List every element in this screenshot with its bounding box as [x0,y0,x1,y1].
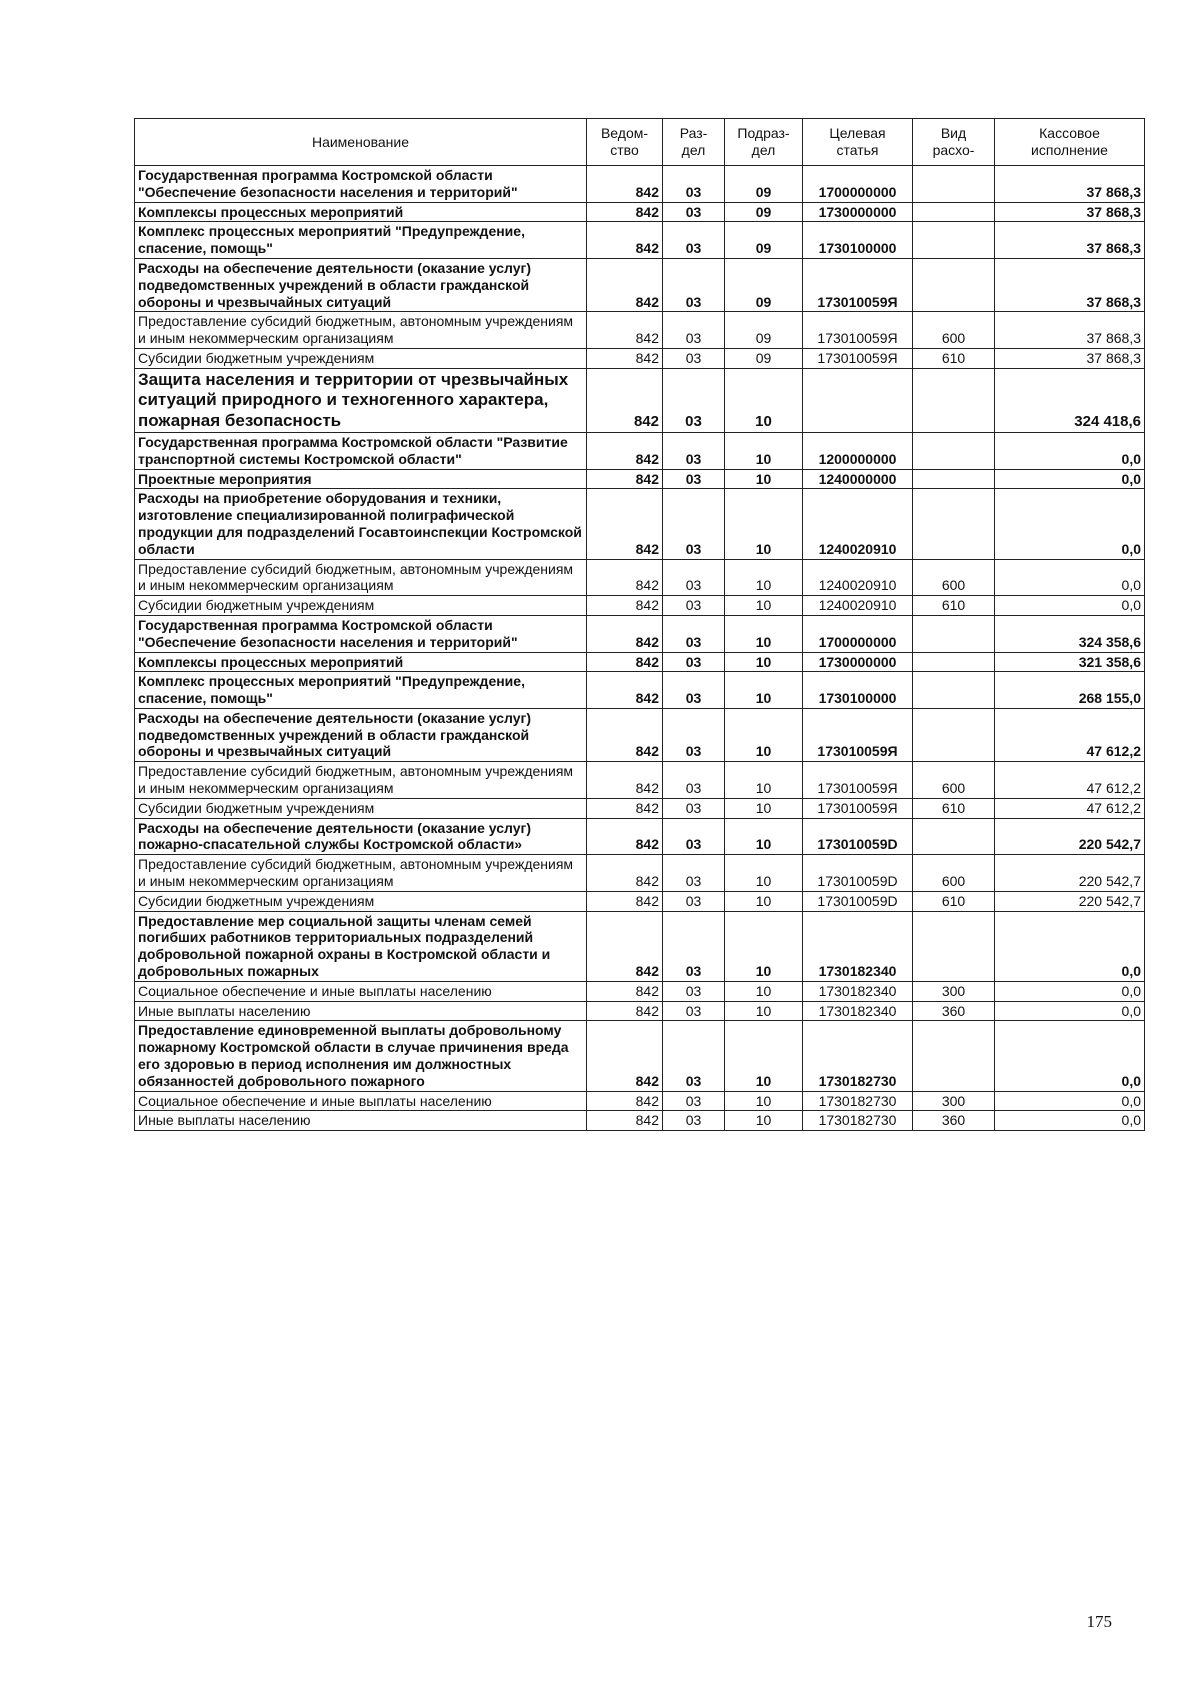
cell-vid: 300 [913,981,995,1001]
cell-vid: 360 [913,1111,995,1131]
cell-name: Защита населения и территории от чрезвычайных ситуаций природного и техногенного характера, пожарная безопасность [135,368,587,432]
cell-name: Субсидии бюджетным учреждениям [135,596,587,616]
cell-podrazdel: 10 [725,368,803,432]
cell-razdel: 03 [663,891,725,911]
cell-statya: 1730000000 [803,652,913,672]
cell-razdel: 03 [663,798,725,818]
cell-vid: 600 [913,855,995,892]
cell-name: Субсидии бюджетным учреждениям [135,348,587,368]
cell-amount: 220 542,7 [995,818,1145,855]
cell-podrazdel: 10 [725,1021,803,1091]
cell-statya: 1240020910 [803,559,913,596]
cell-vid [913,469,995,489]
cell-podrazdel: 09 [725,258,803,311]
cell-vid [913,432,995,469]
cell-name: Предоставление мер социальной защиты членам семей погибших работников территориальных подразделений добровольной пожарной охраны в Костромской области и добровольных пожарных [135,911,587,981]
cell-amount: 37 868,3 [995,166,1145,203]
cell-podrazdel: 10 [725,798,803,818]
cell-razdel: 03 [663,559,725,596]
table-row [135,559,1145,596]
cell-podrazdel: 10 [725,818,803,855]
header-razdel: Раз- дел [663,119,725,166]
cell-name: Расходы на обеспечение деятельности (оказание услуг) подведомственных учреждений в области гражданской обороны и чрезвычайных ситуаций [135,708,587,761]
cell-razdel: 03 [663,615,725,652]
cell-statya: 1730182730 [803,1021,913,1091]
cell-vid: 610 [913,596,995,616]
cell-name: Предоставление субсидий бюджетным, автономным учреждениям и иным некоммерческим организациям [135,762,587,799]
cell-name: Государственная программа Костромской области "Обеспечение безопасности населения и территорий" [135,166,587,203]
cell-razdel: 03 [663,762,725,799]
cell-vid: 600 [913,312,995,349]
cell-ved: 842 [587,166,663,203]
header-podrazdel: Подраз- дел [725,119,803,166]
cell-ved: 842 [587,312,663,349]
cell-ved: 842 [587,432,663,469]
cell-ved: 842 [587,1091,663,1111]
cell-amount: 37 868,3 [995,312,1145,349]
cell-razdel: 03 [663,1001,725,1021]
table-row [135,708,1145,761]
table-row [135,202,1145,222]
cell-podrazdel: 10 [725,1111,803,1131]
table-row [135,1111,1145,1131]
cell-razdel: 03 [663,1091,725,1111]
table-row [135,1021,1145,1091]
table-row [135,469,1145,489]
cell-ved: 842 [587,891,663,911]
cell-vid [913,615,995,652]
cell-statya [803,368,913,432]
cell-name: Предоставление субсидий бюджетным, автономным учреждениям и иным некоммерческим организациям [135,312,587,349]
cell-razdel: 03 [663,596,725,616]
cell-ved: 842 [587,258,663,311]
header-statya: Целевая статья [803,119,913,166]
cell-ved: 842 [587,798,663,818]
cell-name: Иные выплаты населению [135,1111,587,1131]
cell-statya: 1730182340 [803,1001,913,1021]
cell-name: Социальное обеспечение и иные выплаты населению [135,1091,587,1111]
cell-vid [913,911,995,981]
cell-razdel: 03 [663,981,725,1001]
cell-podrazdel: 09 [725,312,803,349]
cell-name: Проектные мероприятия [135,469,587,489]
cell-podrazdel: 10 [725,855,803,892]
cell-vid [913,368,995,432]
cell-vid [913,652,995,672]
cell-statya: 1700000000 [803,166,913,203]
cell-statya: 1730182340 [803,981,913,1001]
page-number: 175 [1086,1612,1112,1631]
cell-razdel: 03 [663,1111,725,1131]
cell-podrazdel: 10 [725,981,803,1001]
cell-name: Комплекс процессных мероприятий "Предупреждение, спасение, помощь" [135,222,587,259]
cell-amount: 321 358,6 [995,652,1145,672]
cell-razdel: 03 [663,489,725,559]
cell-ved: 842 [587,981,663,1001]
cell-amount: 0,0 [995,1001,1145,1021]
cell-razdel: 03 [663,911,725,981]
cell-ved: 842 [587,348,663,368]
cell-razdel: 03 [663,202,725,222]
cell-ved: 842 [587,672,663,709]
cell-razdel: 03 [663,855,725,892]
cell-vid [913,672,995,709]
table-row [135,432,1145,469]
cell-vid [913,1021,995,1091]
cell-amount: 0,0 [995,469,1145,489]
cell-amount: 220 542,7 [995,855,1145,892]
cell-vid: 610 [913,348,995,368]
cell-ved: 842 [587,202,663,222]
cell-amount: 47 612,2 [995,708,1145,761]
cell-statya: 1240020910 [803,596,913,616]
header-ved: Ведом- ство [587,119,663,166]
table-row [135,1001,1145,1021]
cell-razdel: 03 [663,708,725,761]
cell-podrazdel: 10 [725,432,803,469]
cell-statya: 1730000000 [803,202,913,222]
cell-vid [913,258,995,311]
table-row [135,891,1145,911]
cell-vid [913,818,995,855]
cell-podrazdel: 10 [725,559,803,596]
cell-podrazdel: 10 [725,652,803,672]
cell-ved: 842 [587,615,663,652]
cell-podrazdel: 10 [725,911,803,981]
cell-amount: 324 418,6 [995,368,1145,432]
cell-ved: 842 [587,911,663,981]
cell-podrazdel: 10 [725,469,803,489]
cell-statya: 1730182730 [803,1111,913,1131]
cell-razdel: 03 [663,312,725,349]
cell-vid [913,489,995,559]
cell-vid [913,708,995,761]
cell-statya: 173010059Я [803,708,913,761]
cell-name: Расходы на обеспечение деятельности (оказание услуг) пожарно-спасательной службы Костромской области» [135,818,587,855]
cell-amount: 47 612,2 [995,798,1145,818]
cell-razdel: 03 [663,672,725,709]
table-row [135,596,1145,616]
cell-razdel: 03 [663,348,725,368]
table-row [135,222,1145,259]
cell-amount: 0,0 [995,1091,1145,1111]
cell-amount: 47 612,2 [995,762,1145,799]
table-row [135,818,1145,855]
cell-name: Субсидии бюджетным учреждениям [135,798,587,818]
cell-podrazdel: 10 [725,1001,803,1021]
cell-name: Комплекс процессных мероприятий "Предупреждение, спасение, помощь" [135,672,587,709]
cell-statya: 173010059Я [803,348,913,368]
cell-statya: 1730100000 [803,672,913,709]
cell-ved: 842 [587,1021,663,1091]
header-ispolnenie: Кассовое исполнение [995,119,1145,166]
cell-podrazdel: 09 [725,348,803,368]
cell-podrazdel: 09 [725,166,803,203]
cell-vid [913,222,995,259]
cell-statya: 173010059Я [803,312,913,349]
table-row [135,911,1145,981]
budget-table [134,118,1145,1131]
cell-vid [913,166,995,203]
cell-name: Расходы на обеспечение деятельности (оказание услуг) подведомственных учреждений в области гражданской обороны и чрезвычайных ситуаций [135,258,587,311]
cell-amount: 0,0 [995,1021,1145,1091]
header-name: Наименование [135,119,587,166]
table-row [135,258,1145,311]
cell-statya: 173010059D [803,818,913,855]
cell-podrazdel: 10 [725,1091,803,1111]
cell-ved: 842 [587,855,663,892]
cell-ved: 842 [587,818,663,855]
cell-ved: 842 [587,469,663,489]
cell-podrazdel: 10 [725,762,803,799]
cell-ved: 842 [587,1001,663,1021]
cell-vid: 300 [913,1091,995,1111]
cell-amount: 324 358,6 [995,615,1145,652]
cell-amount: 0,0 [995,432,1145,469]
cell-razdel: 03 [663,652,725,672]
cell-amount: 37 868,3 [995,202,1145,222]
cell-statya: 173010059D [803,891,913,911]
cell-name: Иные выплаты населению [135,1001,587,1021]
cell-podrazdel: 10 [725,672,803,709]
cell-name: Предоставление субсидий бюджетным, автономным учреждениям и иным некоммерческим организациям [135,855,587,892]
cell-podrazdel: 10 [725,596,803,616]
cell-name: Комплексы процессных мероприятий [135,652,587,672]
cell-vid: 610 [913,891,995,911]
cell-amount: 0,0 [995,596,1145,616]
cell-vid [913,202,995,222]
cell-statya: 1730182340 [803,911,913,981]
cell-ved: 842 [587,596,663,616]
cell-ved: 842 [587,368,663,432]
cell-name: Комплексы процессных мероприятий [135,202,587,222]
cell-ved: 842 [587,762,663,799]
cell-statya: 173010059Я [803,258,913,311]
cell-statya: 1240000000 [803,469,913,489]
table-row [135,312,1145,349]
cell-razdel: 03 [663,368,725,432]
table-row [135,368,1145,432]
cell-statya: 173010059D [803,855,913,892]
cell-ved: 842 [587,222,663,259]
header-vid: Вид расхо- [913,119,995,166]
cell-ved: 842 [587,559,663,596]
cell-razdel: 03 [663,432,725,469]
cell-podrazdel: 10 [725,708,803,761]
cell-podrazdel: 10 [725,615,803,652]
cell-amount: 220 542,7 [995,891,1145,911]
cell-podrazdel: 09 [725,222,803,259]
cell-podrazdel: 09 [725,202,803,222]
cell-ved: 842 [587,652,663,672]
cell-statya: 1200000000 [803,432,913,469]
cell-amount: 0,0 [995,559,1145,596]
cell-amount: 37 868,3 [995,258,1145,311]
table-row [135,762,1145,799]
table-body [135,166,1145,1131]
cell-statya: 1730100000 [803,222,913,259]
cell-name: Социальное обеспечение и иные выплаты населению [135,981,587,1001]
cell-statya: 173010059Я [803,798,913,818]
cell-podrazdel: 10 [725,891,803,911]
cell-statya: 1240020910 [803,489,913,559]
cell-amount: 0,0 [995,981,1145,1001]
cell-vid: 600 [913,762,995,799]
table-row [135,981,1145,1001]
table-row [135,348,1145,368]
table-row [135,672,1145,709]
table-row [135,798,1145,818]
cell-amount: 37 868,3 [995,222,1145,259]
cell-amount: 268 155,0 [995,672,1145,709]
cell-statya: 1730182730 [803,1091,913,1111]
table-header-row [135,119,1145,166]
cell-name: Предоставление субсидий бюджетным, автономным учреждениям и иным некоммерческим организациям [135,559,587,596]
cell-ved: 842 [587,708,663,761]
cell-vid: 610 [913,798,995,818]
cell-razdel: 03 [663,258,725,311]
cell-ved: 842 [587,489,663,559]
table-row [135,489,1145,559]
cell-razdel: 03 [663,469,725,489]
table-row [135,166,1145,203]
cell-name: Предоставление единовременной выплаты добровольному пожарному Костромской области в случае причинения вреда его здоровью в период исполнения им должностных обязанностей добровольного пожарного [135,1021,587,1091]
cell-name: Расходы на приобретение оборудования и техники, изготовление специализированной полиграфической продукции для подразделений Госавтоинспекции Костромской области [135,489,587,559]
cell-razdel: 03 [663,1021,725,1091]
cell-statya: 1700000000 [803,615,913,652]
cell-amount: 0,0 [995,489,1145,559]
cell-name: Государственная программа Костромской области "Обеспечение безопасности населения и территорий" [135,615,587,652]
cell-amount: 37 868,3 [995,348,1145,368]
cell-vid: 600 [913,559,995,596]
cell-razdel: 03 [663,818,725,855]
cell-podrazdel: 10 [725,489,803,559]
table-row [135,652,1145,672]
cell-razdel: 03 [663,222,725,259]
cell-ved: 842 [587,1111,663,1131]
cell-name: Субсидии бюджетным учреждениям [135,891,587,911]
cell-razdel: 03 [663,166,725,203]
table-row [135,1091,1145,1111]
cell-amount: 0,0 [995,911,1145,981]
cell-vid: 360 [913,1001,995,1021]
table-row [135,615,1145,652]
cell-amount: 0,0 [995,1111,1145,1131]
table-row [135,855,1145,892]
cell-statya: 173010059Я [803,762,913,799]
cell-name: Государственная программа Костромской области "Развитие транспортной системы Костромской области" [135,432,587,469]
